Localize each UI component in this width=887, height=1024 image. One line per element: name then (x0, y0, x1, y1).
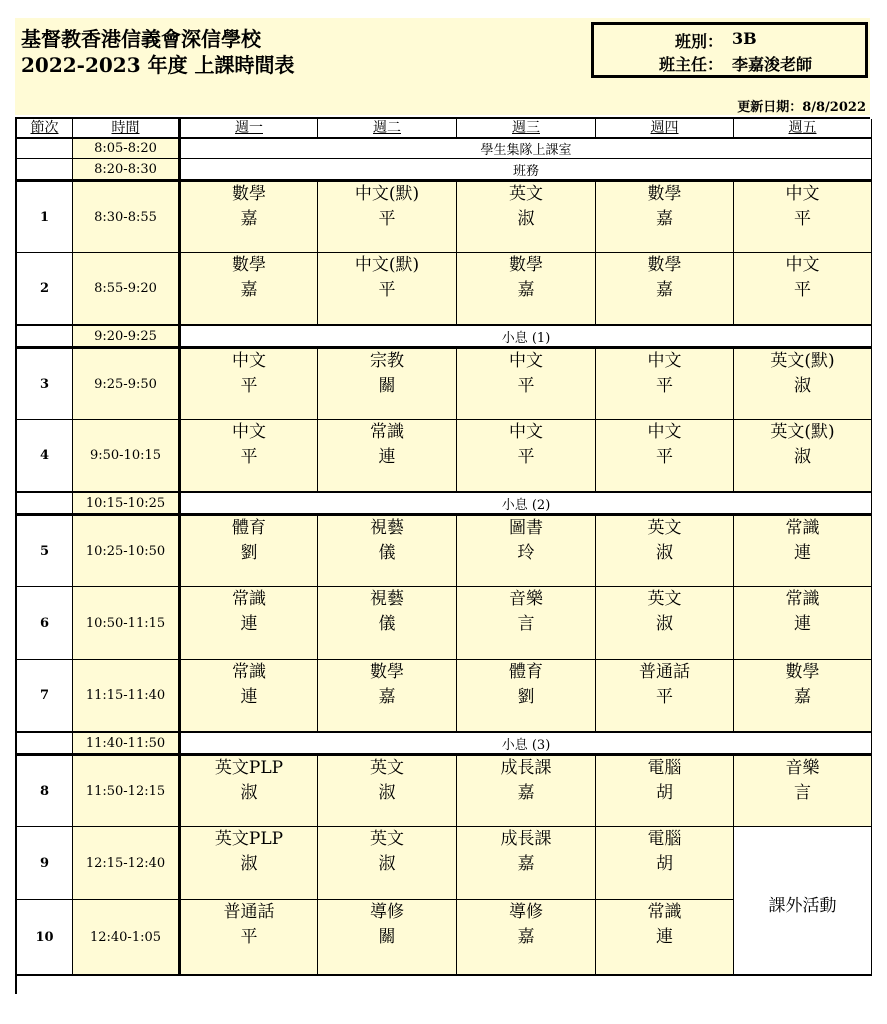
teacher-initial: 嘉 (517, 854, 535, 874)
teacher-initial: 嘉 (517, 927, 535, 947)
lesson-cell (596, 347, 734, 420)
period-time: 9:25-9:50 (73, 347, 179, 420)
subject-label: 英文 (647, 589, 682, 609)
subject-label: 常識 (785, 518, 820, 538)
class-label: 班別： (674, 32, 723, 51)
teacher-initial: 嘉 (517, 280, 535, 300)
teacher-initial: 儀 (378, 614, 396, 634)
lesson-cell (318, 347, 457, 420)
break-label: 學生集隊上課室 (179, 139, 872, 159)
subject-label: 宗教 (370, 351, 404, 371)
teacher-initial: 嘉 (656, 209, 673, 229)
break-time: 8:05-8:20 (73, 139, 179, 159)
break-label: 小息 (3) (179, 733, 872, 754)
lesson-cell (318, 827, 457, 900)
subject-label: 成長課 (500, 758, 552, 778)
teacher-initial: 胡 (656, 783, 673, 803)
subject-label: 視藝 (370, 518, 404, 538)
subject-label: 英文 (647, 518, 682, 538)
subject-label: 數學 (509, 255, 543, 275)
lesson-cell (596, 900, 734, 976)
teacher-initial: 平 (517, 447, 535, 467)
column-header: 週四 (596, 119, 734, 139)
lesson-cell (457, 347, 596, 420)
subject-label: 英文(默) (770, 351, 835, 371)
subject-label: 英文PLP (214, 758, 284, 778)
subject-label: 常識 (232, 589, 266, 609)
subject-label: 中文 (232, 351, 266, 371)
extracurricular-cell: 課外活動 (734, 827, 872, 976)
subject-label: 中文 (232, 422, 266, 442)
subject-label: 數學 (232, 255, 266, 275)
subject-label: 數學 (647, 184, 682, 204)
teacher-initial: 嘉 (240, 280, 258, 300)
lesson-cell (179, 180, 318, 253)
period-number-blank (17, 139, 73, 159)
period-time: 11:50-12:15 (73, 754, 179, 827)
class-info-box (591, 22, 868, 78)
lesson-cell (457, 420, 596, 493)
subject-label: 圖書 (509, 518, 543, 538)
subject-label: 中文 (509, 422, 543, 442)
subject-label: 電腦 (647, 758, 682, 778)
teacher-initial: 平 (656, 376, 673, 396)
subject-label: 音樂 (509, 589, 543, 609)
column-header: 時間 (73, 119, 179, 139)
subject-label: 成長課 (500, 829, 552, 849)
teacher-initial: 平 (517, 376, 535, 396)
teacher-initial: 劉 (240, 543, 258, 563)
teacher-initial: 儀 (378, 543, 396, 563)
teacher-initial: 淑 (240, 783, 258, 803)
column-header: 週五 (734, 119, 872, 139)
teacher-initial: 平 (378, 280, 396, 300)
lesson-cell (596, 660, 734, 733)
lesson-cell (457, 587, 596, 660)
lesson-cell (457, 514, 596, 587)
teacher-initial: 平 (656, 447, 673, 467)
lesson-cell (457, 754, 596, 827)
period-number: 6 (17, 587, 73, 660)
lesson-cell (179, 514, 318, 587)
subject-label: 體育 (509, 662, 543, 682)
teacher-initial: 嘉 (794, 687, 811, 707)
period-number: 2 (17, 253, 73, 326)
period-time: 8:55-9:20 (73, 253, 179, 326)
column-header: 週一 (179, 119, 318, 139)
subject-label: 常識 (370, 422, 404, 442)
column-header: 節次 (17, 119, 73, 139)
subject-label: 中文 (647, 351, 682, 371)
lesson-cell (318, 754, 457, 827)
teacher-initial: 平 (794, 209, 811, 229)
subject-label: 英文 (509, 184, 543, 204)
lesson-cell (596, 587, 734, 660)
teacher-initial: 言 (517, 614, 535, 634)
subject-label: 數學 (232, 184, 266, 204)
lesson-cell (596, 253, 734, 326)
period-time: 12:15-12:40 (73, 827, 179, 900)
period-time: 11:15-11:40 (73, 660, 179, 733)
lesson-cell (734, 514, 872, 587)
teacher-initial: 劉 (517, 687, 535, 707)
class-row (594, 27, 865, 51)
school-name: 基督教香港信義會深信學校 (21, 27, 261, 51)
period-number-blank (17, 326, 73, 347)
teacher-initial: 淑 (378, 783, 396, 803)
lesson-cell (734, 420, 872, 493)
subject-label: 常識 (232, 662, 266, 682)
period-number: 8 (17, 754, 73, 827)
lesson-cell (318, 660, 457, 733)
teacher-initial: 嘉 (656, 280, 673, 300)
period-number-blank (17, 733, 73, 754)
lesson-cell (734, 180, 872, 253)
timetable (15, 117, 870, 994)
period-number: 4 (17, 420, 73, 493)
subject-label: 英文 (370, 758, 404, 778)
teacher-initial: 平 (240, 927, 258, 947)
break-time: 8:20-8:30 (73, 159, 179, 180)
period-number: 5 (17, 514, 73, 587)
teacher-initial: 淑 (656, 543, 673, 563)
teacher-initial: 淑 (378, 854, 396, 874)
lesson-cell (179, 587, 318, 660)
teacher-initial: 連 (378, 447, 396, 467)
teacher-initial: 淑 (656, 614, 673, 634)
subject-label: 電腦 (647, 829, 682, 849)
lesson-cell (318, 180, 457, 253)
lesson-cell (734, 347, 872, 420)
lesson-cell (734, 660, 872, 733)
lesson-cell (179, 900, 318, 976)
subject-label: 中文 (785, 255, 820, 275)
teacher-row (594, 50, 865, 74)
lesson-cell (318, 420, 457, 493)
break-label: 小息 (2) (179, 493, 872, 514)
teacher-initial: 淑 (794, 447, 811, 467)
teacher-initial: 平 (240, 376, 258, 396)
school-title (21, 26, 295, 78)
lesson-cell (179, 827, 318, 900)
class-value: 3B (732, 29, 757, 48)
lesson-cell (457, 900, 596, 976)
lesson-cell (596, 420, 734, 493)
subject-label: 中文 (785, 184, 820, 204)
period-number: 3 (17, 347, 73, 420)
lesson-cell (457, 660, 596, 733)
teacher-value: 李嘉浚老師 (732, 55, 813, 74)
period-number-blank (17, 493, 73, 514)
lesson-cell (179, 253, 318, 326)
lesson-cell (596, 827, 734, 900)
break-label: 小息 (1) (179, 326, 872, 347)
lesson-cell (179, 420, 318, 493)
subject-label: 音樂 (785, 758, 820, 778)
period-time: 9:50-10:15 (73, 420, 179, 493)
column-header: 週二 (318, 119, 457, 139)
lesson-cell (596, 180, 734, 253)
period-number: 7 (17, 660, 73, 733)
lesson-cell (457, 253, 596, 326)
lesson-cell (179, 347, 318, 420)
lesson-cell (318, 253, 457, 326)
teacher-initial: 連 (794, 543, 811, 563)
lesson-cell (734, 754, 872, 827)
period-number: 10 (17, 900, 73, 976)
school-subtitle: 2022-2023 年度 上課時間表 (21, 53, 295, 77)
subject-label: 英文 (370, 829, 404, 849)
subject-label: 常識 (647, 902, 682, 922)
subject-label: 導修 (370, 902, 404, 922)
subject-label: 數學 (785, 662, 820, 682)
subject-label: 英文PLP (214, 829, 284, 849)
lesson-cell (596, 514, 734, 587)
teacher-initial: 平 (240, 447, 258, 467)
lesson-cell (179, 754, 318, 827)
teacher-initial: 淑 (794, 376, 811, 396)
teacher-initial: 連 (240, 614, 258, 634)
period-number: 1 (17, 180, 73, 253)
break-time: 10:15-10:25 (73, 493, 179, 514)
teacher-initial: 平 (794, 280, 811, 300)
subject-label: 中文(默) (354, 255, 420, 275)
subject-label: 導修 (509, 902, 543, 922)
teacher-initial: 平 (378, 209, 396, 229)
teacher-initial: 胡 (656, 854, 673, 874)
subject-label: 體育 (232, 518, 266, 538)
subject-label: 中文 (509, 351, 543, 371)
subject-label: 中文 (647, 422, 682, 442)
teacher-initial: 玲 (517, 543, 535, 563)
lesson-cell (179, 660, 318, 733)
break-time: 11:40-11:50 (73, 733, 179, 754)
teacher-initial: 連 (794, 614, 811, 634)
subject-label: 中文(默) (354, 184, 420, 204)
teacher-initial: 言 (794, 783, 811, 803)
period-time: 10:50-11:15 (73, 587, 179, 660)
lesson-cell (596, 754, 734, 827)
lesson-cell (457, 180, 596, 253)
teacher-label: 班主任： (658, 55, 723, 74)
subject-label: 數學 (647, 255, 682, 275)
teacher-initial: 平 (656, 687, 673, 707)
subject-label: 普通話 (639, 662, 690, 682)
period-number-blank (17, 159, 73, 180)
subject-label: 常識 (785, 589, 820, 609)
break-time: 9:20-9:25 (73, 326, 179, 347)
period-time: 8:30-8:55 (73, 180, 179, 253)
teacher-initial: 嘉 (378, 687, 396, 707)
subject-label: 英文(默) (770, 422, 835, 442)
subject-label: 數學 (370, 662, 404, 682)
period-time: 12:40-1:05 (73, 900, 179, 976)
lesson-cell (318, 587, 457, 660)
teacher-initial: 連 (240, 687, 258, 707)
period-time: 10:25-10:50 (73, 514, 179, 587)
teacher-initial: 嘉 (517, 783, 535, 803)
teacher-initial: 連 (656, 927, 673, 947)
period-number: 9 (17, 827, 73, 900)
teacher-initial: 關 (378, 376, 396, 396)
subject-label: 普通話 (223, 902, 275, 922)
teacher-initial: 淑 (240, 854, 258, 874)
column-header: 週三 (457, 119, 596, 139)
subject-label: 視藝 (370, 589, 404, 609)
updated-date: 更新日期：8/8/2022 (737, 100, 866, 115)
header (15, 18, 870, 115)
lesson-cell (318, 900, 457, 976)
lesson-cell (734, 253, 872, 326)
lesson-cell (734, 587, 872, 660)
teacher-initial: 淑 (517, 209, 535, 229)
teacher-initial: 嘉 (240, 209, 258, 229)
break-label: 班務 (179, 159, 872, 180)
teacher-initial: 關 (378, 927, 396, 947)
lesson-cell (457, 827, 596, 900)
lesson-cell (318, 514, 457, 587)
